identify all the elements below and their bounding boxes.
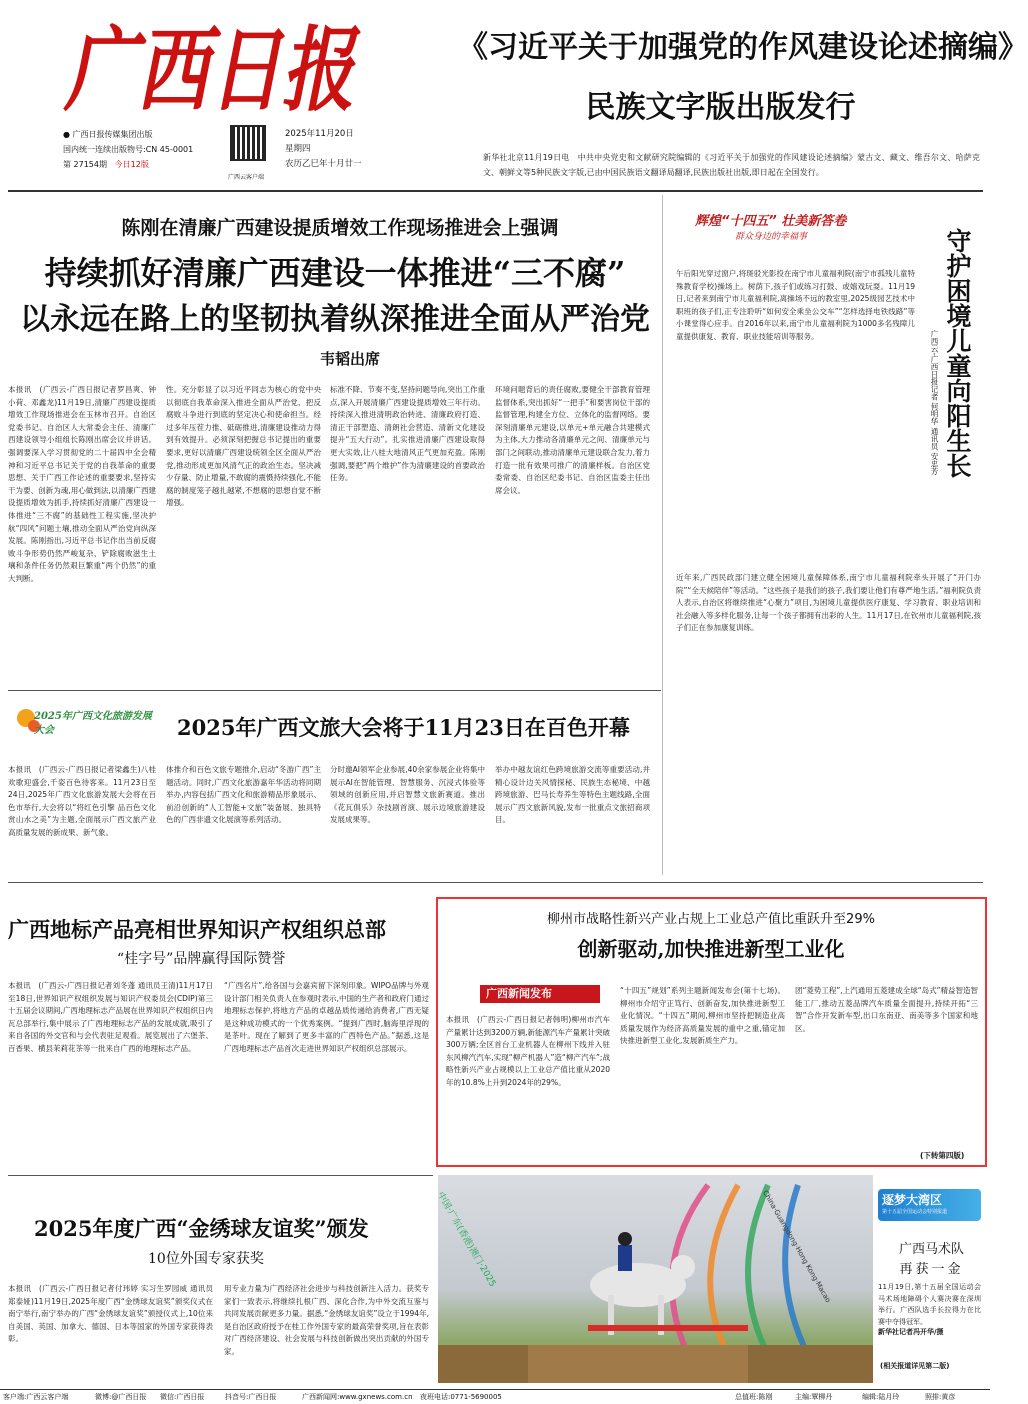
masthead-logo-text: 广西日报 (62, 16, 362, 124)
ip-title: 广西地标产品亮相世界知识产权组织总部 (8, 917, 386, 942)
footer (0, 1392, 990, 1404)
feature-banner-sub: 群众身边的幸福事 (735, 232, 808, 242)
footer-editor: 编辑:陆月玲 (862, 1393, 900, 1401)
tourism-col-1: 本报讯 (广西云-广西日报记者梁鑫生)八桂欢歌迎盛会,千姿百色待客来。11月23日至24日,2025年广西文化旅游发展大会将在百色市举行,大会将以“将红色引擎 品百色文化 赏山水之美”为主题,全面展示广西文旅产业高质量发展的新成果、新气象。 (8, 765, 156, 837)
ip-sub: “桂字号”品牌赢得国际赞誉 (117, 951, 286, 967)
feature-body-1: 午后阳光穿过窗户,将斑驳光影投在南宁市儿童福利院(南宁市孤残儿童特殊教育学校)操场上。树荫下,孩子们或练习打鼓、或嬉戏玩耍。11月19日,记者来到南宁市儿童福利院,离操场不远的教室里,2025级园艺技术中职班的孩子们,正专注聆听“如何安全乘坐公交车”“怎样选择电铁线路”等小课堂得心应手。自2016年以来,南宁市儿童福利院为1000多名残障儿童提供康复、教育、职业技能培训等服务。 (676, 269, 915, 341)
feature-banner-title: 辉煌“十四五” 壮美新答卷 (695, 214, 847, 229)
award-col-2: 用专业力量为广西经济社会进步与科技创新注入活力。获奖专家们一致表示,将继续扎根广西、深化合作,为中外交流互鉴与共同发展贡献更多力量。据悉,“金绣球友谊奖”设立于1994年,是自治区政府授予在桂工作外国专家的最高荣誉奖项,旨在表彰对广西经济建设、社会发展与科技创新做出突出贡献的外国专家。 (224, 1284, 429, 1356)
lead-col-3: 标准不降、节奏不变,坚持问题导向,突出工作重点,深入开展清廉广西建设提质增效三年行动。持续深入推进清明政治转进、清廉政府打造、清正干部塑造、清朗社会营造、清新文化建设提升“五大行动”。扎实推进清廉广西建设取得更大实效,让八桂大地清风正气更加充盈。陈刚强调,要把“两个维护”作为清廉建设的首要政治任务。 (330, 385, 485, 483)
footer-app: 客户端:广西云客户端 (3, 1393, 69, 1401)
footer-phone: 夜班电话:0771-5690005 (420, 1393, 502, 1401)
horse-badge (878, 1189, 981, 1221)
photo-board-2: China·Guangdong·Hong Kong·Macao (761, 1189, 833, 1304)
tourism-title: 2025年广西文旅大会将于11月23日在百色开幕 (177, 715, 630, 740)
issue-info (63, 127, 233, 172)
horse-badge-title: 逐梦大湾区 (882, 1193, 943, 1207)
horse-credit: 新华社记者冯开华/摄 (878, 1328, 944, 1336)
qr-code (230, 125, 266, 161)
horse-title-1: 广西马术队 (898, 1242, 964, 1257)
horse-photo (434, 1175, 873, 1383)
feature-banner (695, 210, 900, 252)
footer-editor-in-chief: 主编:覃柳丹 (795, 1393, 833, 1401)
page-count: 今日12版 (114, 160, 149, 169)
tourism-badge-text: 2025年广西文化旅游发展大会 (34, 711, 152, 736)
date-info (285, 127, 362, 172)
publisher: ● 广西日报传媒集团出版 (63, 130, 153, 139)
lead-title-1: 持续抓好清廉广西建设一体推进“三不腐” (44, 254, 626, 292)
liuzhou-col-2: “十四五”规划”系列主题新闻发布会(第十七场)。柳州市介绍守正笃行、创新奋发,加快推进新型工业化情况。“十四五”期间,柳州市坚持把制造业高质量发展作为经济高质量发展的重中之重,锚定加快推进新型工业化,发展新质生产力。 (620, 986, 785, 1046)
date: 2025年11月20日 (285, 129, 354, 139)
footer-wechat: 微信:广西日报 (160, 1393, 205, 1401)
issue-number: 第 27154期 (63, 160, 107, 169)
liuzhou-continued: (下转第四版) (920, 1151, 965, 1160)
lead-col-1: 本报讯 (广西云-广西日报记者罗昌爽、钟小荷、邓鑫龙)11月19日,清廉广西建设提质增效工作现场推进会在玉林市召开。自治区党委书记、自治区人大常委会主任、清廉广西建设领导小组组长陈刚出席会议并讲话。强调要深入学习贯彻党的二十届四中全会精神和习近平总书记关于党的自我革命的重要思想、关于广西工作论述的重要要求,坚持实干为要、创新为魂,用心做到法,以清廉广西建设提质增效为抓手,持续抓好清廉广西建设一体推进“三不腐”的基础性工程实施,坚决护航“四风”问题土壤,推动全面从严治党向纵深发展。陈刚指出,习近平总书记作出当前反腐败斗争形势仍然严峻复杂、铲除腐败滋生土壤和条件任务仍然艰巨繁重“两个仍然”的重大判断。 (8, 385, 156, 583)
lead-col-2: 性。充分彰显了以习近平同志为核心的党中央以彻底自我革命深入推进全面从严治党、把反腐败斗争进行到底的坚定决心和使命担当。经过多年压茬力推、砥砺推进,清廉建设推动力得到有效提升。必须深刻把握总书记提出的重要要求,更好以清廉广西建设统领全区全面从严治党,推动形成更加风清气正的政治生态。坚决减少存量、防止增量,不敢腐的震慑持续强化,不能腐的制度笼子越扎越紧,不想腐的思想自觉不断增强。 (166, 385, 321, 508)
horse-body: 11月19日,第十五届全国运动会马术场地障碍个人赛决赛在深圳举行。广西队选手长拉得力在比赛中夺得冠军。 (878, 1283, 981, 1326)
lead-col-4: 环境问题背后的责任腐败,要健全干部教育管理监督体系,突出抓好“一把手”和要害岗位干部的监督管理,构建全方位、立体化的监督网络。要深刻清廉单元建设,以单元+单元融合共建模式为主体,大力推动各清廉单元之间、清廉单元与部门之间联动,推动清廉单元建设联合发力,着力打造一批有效果可推广的清廉样板。自治区党委常委、自治区纪委书记、自治区监委主任出席会议。 (495, 385, 650, 495)
tourism-col-3: 分时邀AI领军企业参展,40余家参展企业将集中展示AI在智能管理、智慧服务、沉浸式体验等领域的创新应用,并启智慧文旅新赛道。推出《花瓦俱乐》杂技剧首演、展示边境旅游建设发展成果等。 (330, 765, 485, 825)
liuzhou-tag (480, 985, 600, 1003)
feature-body-2: 近年来,广西民政部门建立健全困境儿童保障体系,南宁市儿童福利院牵头开展了“开门办院”“全天候陪伴”等活动。“这些孩子是我们的孩子,我们要让他们有尊严地生活。”福利院负责人表示,自治区将继续推进“心聚力”项目,为困境儿童提供医疗康复、学习教育、职业培训和社会融入等多样化服务,让每一个孩子都拥有出彩的人生。11月17日,在钦州市儿童福利院,孩子们正在参加康复训练。 (676, 573, 981, 633)
ip-col-2: “广西名片”,给各国与会嘉宾留下深刻印象。WIPO品牌与外观设计部门相关负责人在参观时表示,中国的生产者和政府门通过地理标志保护,将地方产品的卓越品质传递给消费者,广西无疑是这种成功模式的一个优秀案例。“提到广西时,脑海里浮现的是茶叶。现在了解到了更多丰富的广西特色产品。”据悉,这是广西地理标志产品首次走进世界知识产权组织总部展示。 (224, 981, 429, 1053)
lunar-date: 农历乙巳年十月廿一 (285, 159, 362, 169)
app-label: 广西云客户端 (228, 174, 265, 181)
photo-board-1: 中国·广东(香港)澳门·2025 (434, 1190, 498, 1289)
lead-title-2: 以永远在路上的坚韧执着纵深推进全面从严治党 (20, 302, 650, 337)
liuzhou-kicker: 柳州市战略性新兴产业占规上工业总产值比重跃升至29% (547, 912, 875, 927)
lead-kicker: 陈刚在清廉广西建设提质增效工作现场推进会上强调 (121, 217, 559, 239)
ip-col-1: 本报讯 (广西云-广西日报记者刘冬蓬 通讯员王清)11月17日至18日,世界知识产权组织发展与知识产权委员会(CDIP)第三十五届会议期间,广西地理标志产品展在世界知识产权组织日内瓦总部举行,集中展示了广西地理标志产品的发展成就,吸引了来自各国的外交官和与会代表驻足观看。展览展出了六堡茶、百香果、横县茉莉花茶等一批来自广西的地理标志产品。 (8, 981, 213, 1053)
masthead-headline-1: 《习近平关于加强党的作风建设论述摘编》 (458, 30, 1028, 65)
horse-ref: (相关报道详见第二版) (880, 1362, 950, 1370)
footer-website: 广西新闻网:www.gxnews.com.cn (302, 1393, 413, 1401)
tourism-badge (14, 702, 154, 746)
tourism-col-2: 体推介和百色文旅专题推介,启动“冬游广西”主题活动。同时,广西文化旅游嘉年华活动将同期举办,内容包括广西文化和旅游精品形象展示、前沿创新的“人工智能+文旅”装备展、独具特色的广西非遗文化展演等系列活动。 (166, 765, 321, 825)
tourism-col-4: 举办中越友谊红色跨境旅游交流等重要活动,并精心设计边关风情探秘、民族生态秘境、中越跨境旅游、巴马长寿养生等特色主题线路,全面展示广西文旅新风貌,发布一批重点文旅招商项目。 (495, 765, 650, 825)
cn-number: 国内统一连续出版物号:CN 45-0001 (63, 145, 194, 154)
liuzhou-tag-text: 广西新闻发布 (486, 987, 552, 1000)
horse-title-2: 再获一金 (899, 1262, 964, 1277)
lead-sub: 韦韬出席 (320, 350, 381, 368)
top-brief: 新华社北京11月19日电 中共中央党史和文献研究院编辑的《习近平关于加强党的作风建设论述摘编》蒙古文、藏文、维吾尔文、哈萨克文、朝鲜文等5种民族文字版,已由中国民族语文翻译局翻译,民族出版社出版,即日起在全国发行。 (483, 153, 980, 177)
footer-typeset: 照排:黄彦 (925, 1393, 956, 1401)
liuzhou-col-3: 团“菱势工程”,上汽通用五菱建成全球“岛式”精益智造智能工厂,推动五菱品牌汽车质量全面提升,持续开拓“三智”合作开发新车型,出口东南亚、南美等多个国家和地区。 (795, 986, 978, 1033)
footer-weibo: 微博:@广西日报 (95, 1393, 147, 1401)
masthead-headline-2: 民族文字版出版发行 (585, 90, 856, 125)
award-col-1: 本报讯 (广西云-广西日报记者付玮婷 实习生罗园威 通讯员郑泰娅)11月19日,2025年度广西“金绣球友谊奖”颁奖仪式在南宁举行,南宁举办的广西“金绣球友谊奖”颁授仪式上,10位来自美国、英国、加拿大、德国、日本等国家的外国专家获得表彰。 (8, 1284, 213, 1344)
footer-douyin: 抖音号:广西日报 (225, 1393, 277, 1401)
feature-byline: 广西云-广西日报记者 何明华 通讯员 安忠芳 (930, 330, 939, 475)
liuzhou-title: 创新驱动,加快推进新型工业化 (577, 937, 845, 961)
award-title: 2025年度广西“金绣球友谊奖”颁发 (34, 1216, 369, 1241)
horse-badge-sub: 第十五届全国运动会特别报道 (882, 1209, 948, 1215)
liuzhou-col-1: 本报讯 (广西云-广西日报记者韩明)柳州市汽车产量累计达到3200万辆,新能源汽车产量累计突破300万辆;全区首台工业机器人在柳州下线并入驻东风柳汽汽车,实现“柳产机器人”造“柳产汽车”;战略性新兴产业占规模以上工业总产值比重从2020年的10.8%上升到2024年的29%。 (446, 1015, 610, 1087)
award-sub: 10位外国专家获奖 (148, 1251, 264, 1267)
weekday: 星期四 (285, 144, 311, 154)
feature-vertical-title: 守护困境儿童向阳生长 (943, 228, 972, 478)
footer-chief: 总值班:陈刚 (735, 1393, 773, 1401)
masthead-logo (60, 10, 362, 124)
